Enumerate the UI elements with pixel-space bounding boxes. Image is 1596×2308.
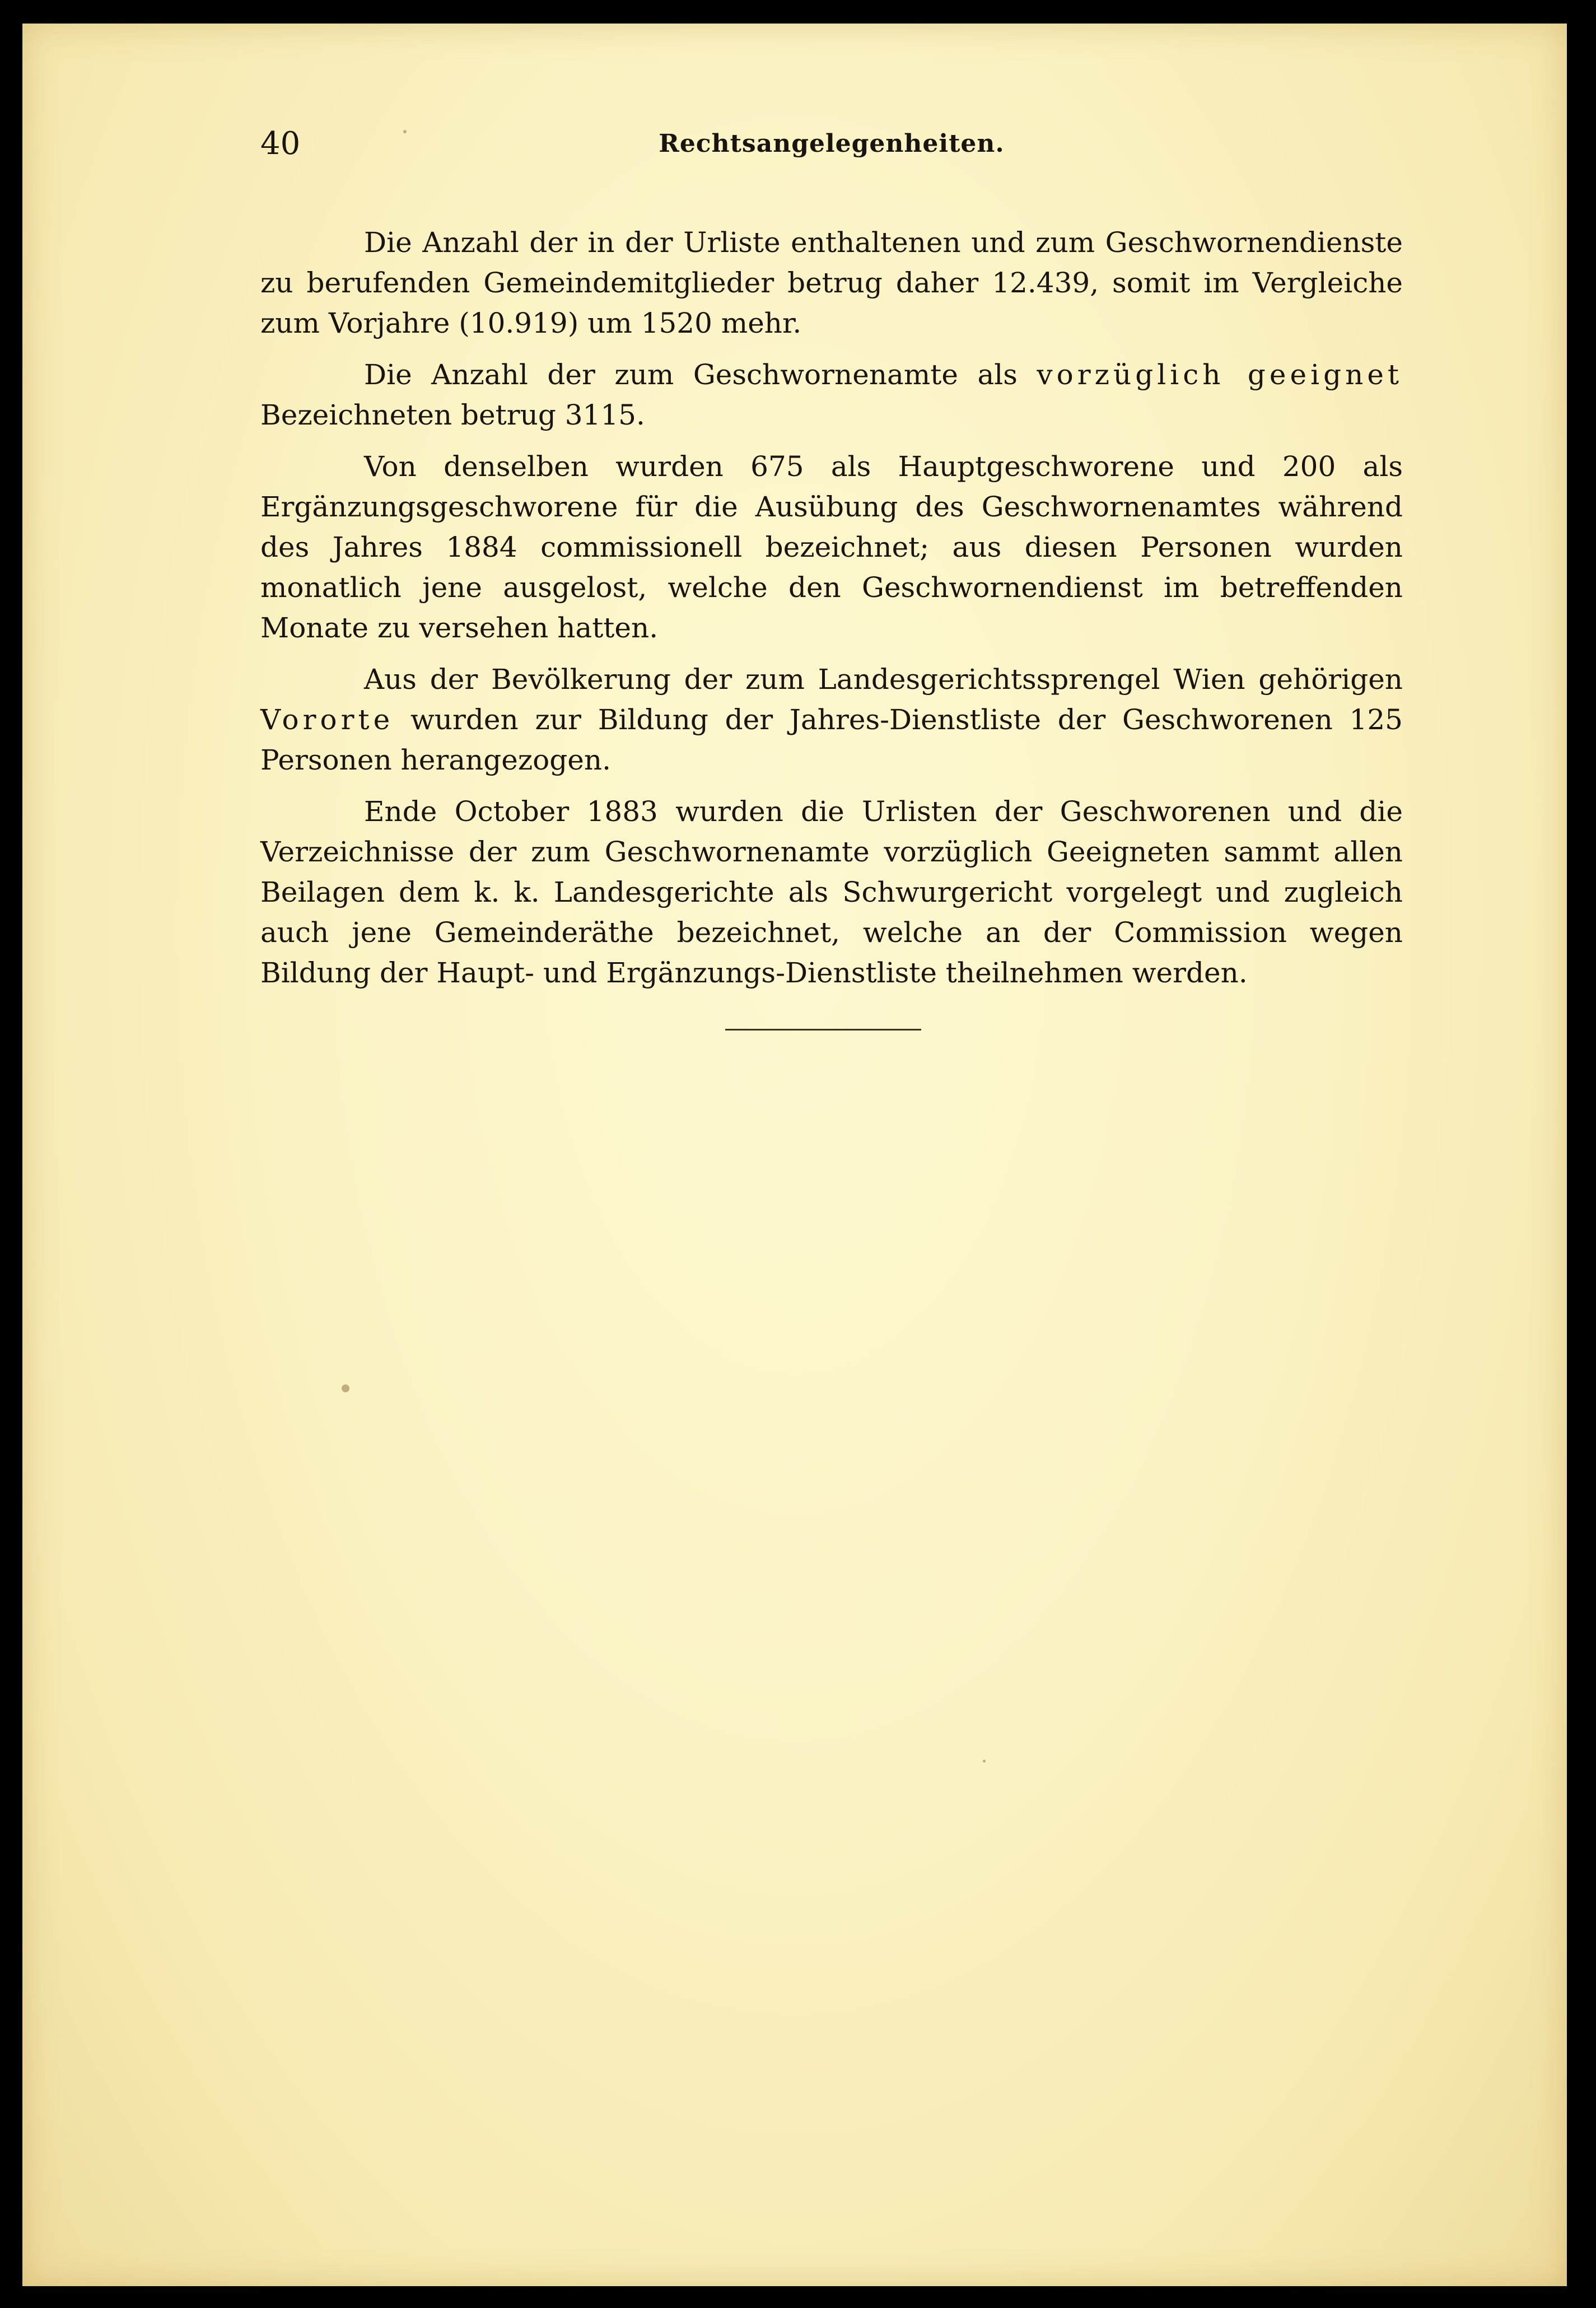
book-page [22, 24, 1567, 2286]
paragraph-4-text-after: wurden zur Bildung der Jahres-Dienstliste der Geschworenen 125 Personen herangezogen. [260, 703, 1403, 776]
body-text [260, 222, 1403, 1004]
paragraph-2-text-before: Die Anzahl der zum Geschwornenamte als [364, 358, 1037, 391]
paragraph-4 [260, 659, 1403, 780]
paragraph-2 [260, 355, 1403, 435]
paragraph-3-text: Von denselben wurden 675 als Hauptgeschworene und 200 als Ergänzungsgeschworene für die Ausübung des Geschwornenamtes während des Jahres 1884 commissionell bezeichnet; aus diesen Personen wurden monatlich jene ausgelost, welche den Geschwornendienst im betreffenden Monate zu versehen hatten. [260, 450, 1403, 644]
paragraph-5-text: Ende October 1883 wurden die Urlisten der Geschworenen und die Verzeichnisse der zum Geschwornenamte vorzüglich Geeigneten sammt allen Beilagen dem k. k. Landesgerichte als Schwurgericht vorgelegt und zugleich auch jene Gemeinderäthe bezeichnet, welche an der Commission wegen Bildung der Haupt- und Ergänzungs-Dienstliste theilnehmen werden. [260, 795, 1403, 989]
paragraph-4-emphasis: Vororte [260, 703, 394, 736]
paragraph-5 [260, 791, 1403, 993]
paragraph-1-text: Die Anzahl der in der Urliste enthaltenen und zum Geschwornendienste zu berufenden Gemeindemitglieder betrug daher 12.439, somit im Vergleiche zum Vorjahre (10.919) um 1520 mehr. [260, 226, 1403, 339]
paper-speck [342, 1384, 349, 1392]
paragraph-4-text-before: Aus der Bevölkerung der zum Landesgerichtssprengel Wien gehörigen [364, 663, 1403, 696]
paper-speck [403, 130, 407, 133]
paragraph-1 [260, 222, 1403, 343]
paragraph-2-text-after: Bezeichneten betrug 3115. [260, 399, 645, 431]
page-number: 40 [260, 125, 301, 162]
paper-speck [983, 1760, 986, 1763]
section-end-rule [725, 1029, 921, 1031]
paragraph-3 [260, 446, 1403, 648]
paragraph-2-emphasis: vorzüglich geeignet [1037, 358, 1403, 391]
page-header [260, 122, 1403, 166]
running-title: Rechtsangelegenheiten. [659, 129, 1005, 158]
